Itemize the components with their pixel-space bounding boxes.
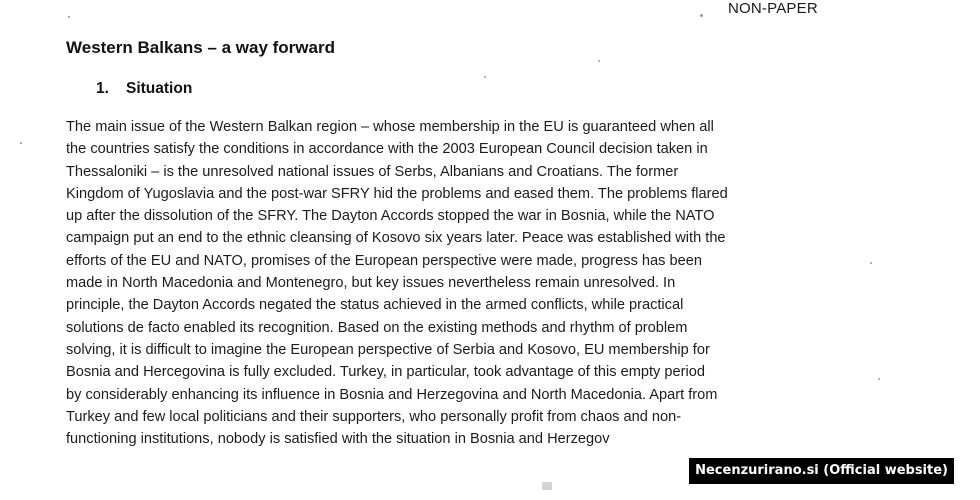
paragraph-line: solutions de facto enabled its recognition. Based on the existing methods and rhythm of problem: [66, 319, 688, 336]
scan-speck: [484, 76, 486, 78]
source-watermark: Necenzurirano.si (Official website): [689, 458, 954, 484]
paragraph-line: principle, the Dayton Accords negated the status achieved in the armed conflicts, while practical: [66, 297, 684, 314]
document-classification-label: NON-PAPER: [728, 0, 818, 17]
scan-speck: [20, 142, 22, 144]
paragraph-line: efforts of the EU and NATO, promises of the European perspective were made, progress has been: [66, 252, 702, 269]
paragraph-line: The main issue of the Western Balkan region – whose membership in the EU is guaranteed when all: [66, 119, 714, 135]
paragraph-line: Turkey and few local politicians and their supporters, who personally profit from chaos and non-: [66, 408, 682, 425]
paragraph-line: up after the dissolution of the SFRY. The Dayton Accords stopped the war in Bosnia, while the NATO: [66, 208, 715, 225]
paragraph-line: by considerably enhancing its influence in Bosnia and Herzegovina and North Macedonia. Apart from: [66, 386, 718, 403]
document-title: Western Balkans – a way forward: [66, 38, 335, 57]
paragraph-line: solving, it is difficult to imagine the European perspective of Serbia and Kosovo, EU membership for: [66, 341, 710, 358]
scan-speck: [542, 482, 552, 490]
scan-speck: [700, 14, 703, 17]
section-title: Situation: [126, 80, 193, 97]
paragraph-line: functioning institutions, nobody is satisfied with the situation in Bosnia and Herzegov: [66, 431, 610, 448]
section-heading: [96, 80, 192, 98]
body-paragraph: [66, 116, 846, 450]
paragraph-line: Kingdom of Yugoslavia and the post-war SFRY hid the problems and eased them. The problems flared: [66, 185, 728, 202]
section-number: 1.: [96, 80, 109, 97]
scan-speck: [878, 378, 880, 380]
paragraph-line: made in North Macedonia and Montenegro, but key issues nevertheless remain unresolved. In: [66, 275, 676, 292]
paragraph-line: Bosnia and Hercegovina is fully excluded. Turkey, in particular, took advantage of this empty period: [66, 364, 705, 381]
paragraph-line: campaign put an end to the ethnic cleansing of Kosovo six years later. Peace was established with the: [66, 230, 726, 247]
scan-speck: [870, 262, 872, 264]
paragraph-line: the countries satisfy the conditions in accordance with the 2003 European Council decision taken in: [66, 141, 708, 158]
scan-speck: [598, 60, 600, 62]
scan-speck: [68, 16, 70, 18]
paragraph-line: Thessaloniki – is the unresolved national issues of Serbs, Albanians and Croatians. The former: [66, 163, 679, 180]
